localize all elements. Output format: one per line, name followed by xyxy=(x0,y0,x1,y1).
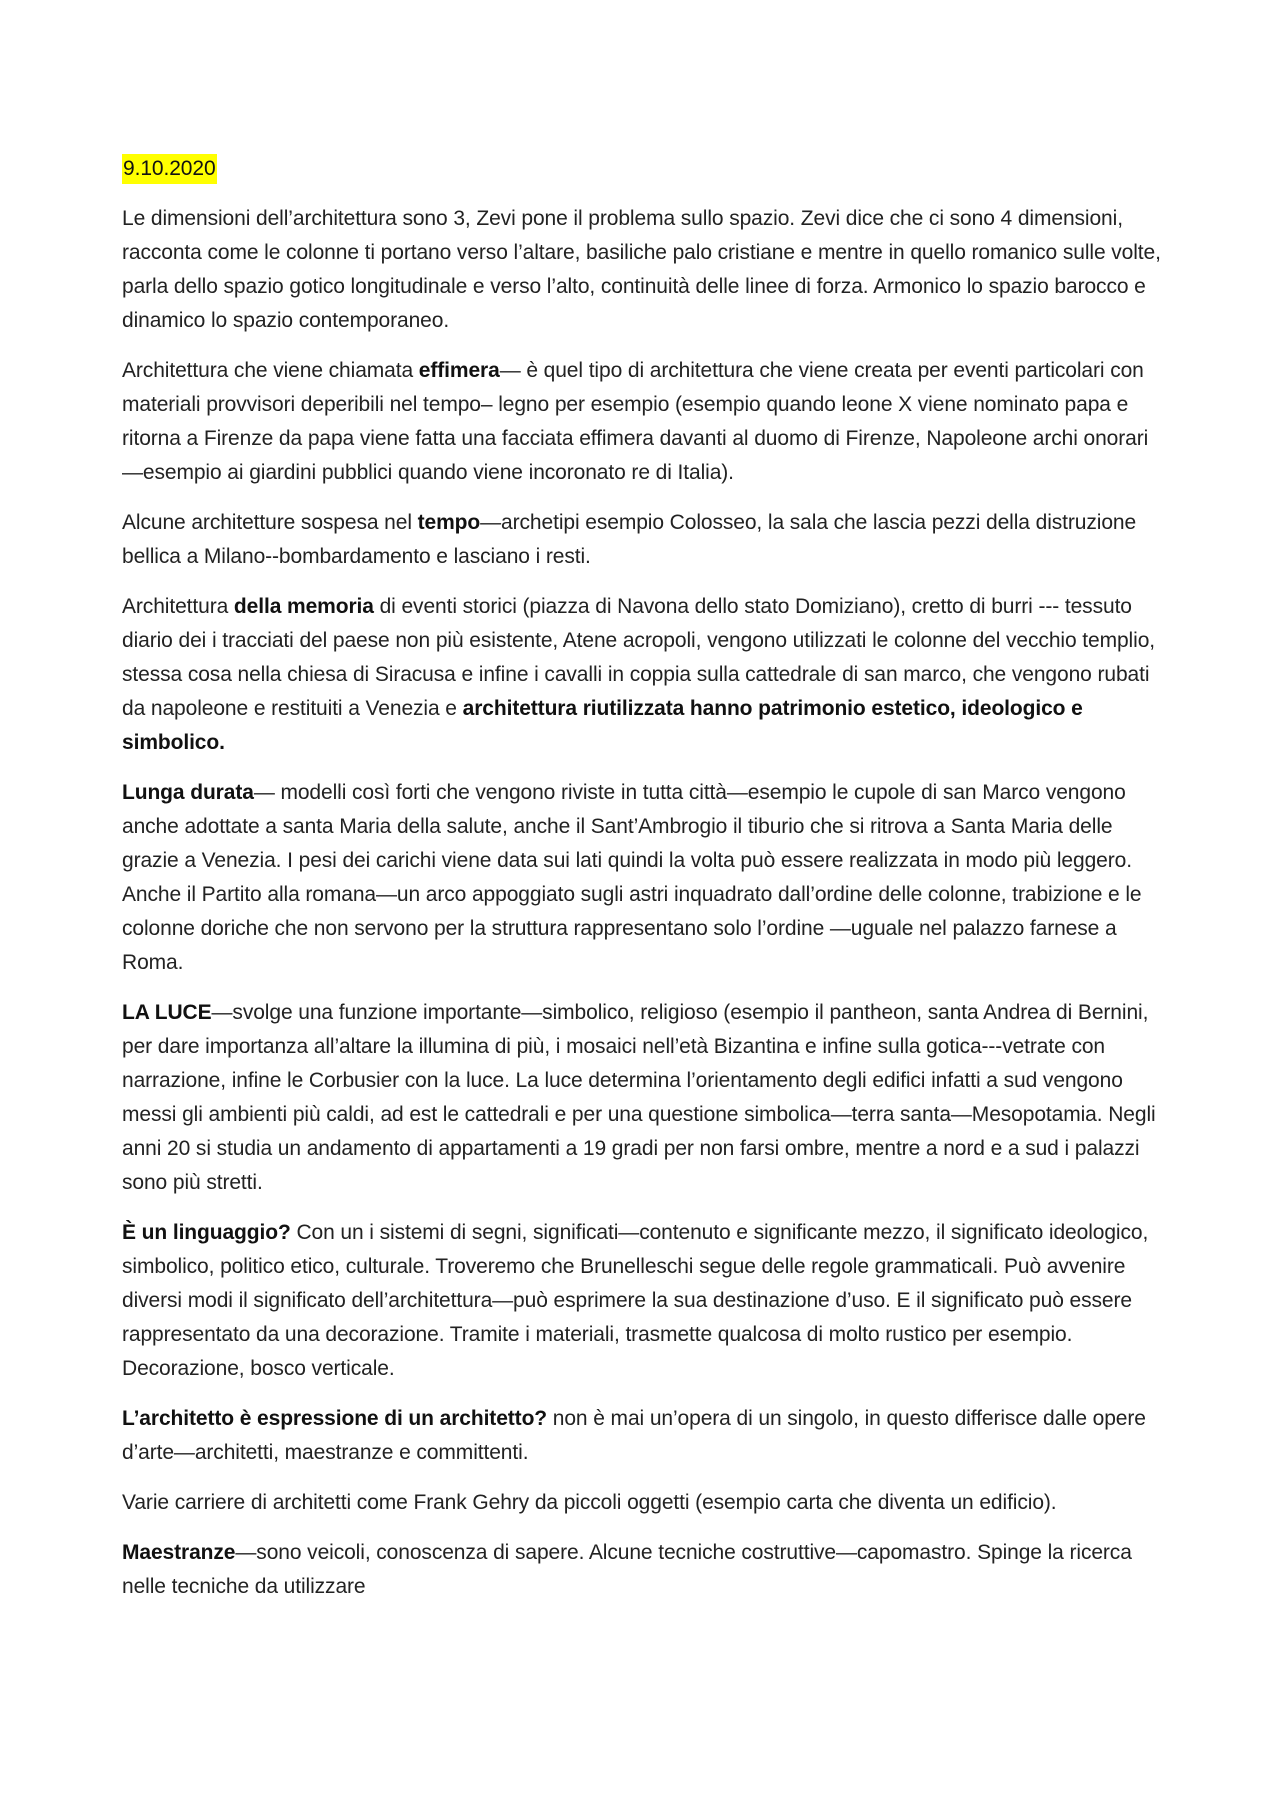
paragraph-text: Con un i sistemi di segni, significati—contenuto e significante mezzo, il significato ideologico, simbolico, politico etico, culturale. Troveremo che Brunelleschi segue delle regole grammaticali. Può avvenire diversi modi il significato dell’architettura—può esprimere la sua destinazione d’uso. E il significato può essere rappresentato da una decorazione. Tramite i materiali, trasmette qualcosa di molto rustico per esempio. Decorazione, bosco verticale. xyxy=(122,1221,1149,1380)
paragraph-text: —archetipi esempio Colosseo, la sala che lascia pezzi della distruzione bellica a Milano--bombardamento e lasciano i resti. xyxy=(122,511,1137,568)
bold-term: LA LUCE xyxy=(122,1001,212,1024)
paragraph xyxy=(122,1216,1167,1386)
bold-term: L’architetto è espressione di un architetto? xyxy=(122,1407,548,1430)
paragraph-text: Le dimensioni dell’architettura sono 3, Zevi pone il problema sullo spazio. Zevi dice che ci sono 4 dimensioni, racconta come le colonne ti portano verso l’altare, basiliche palo cristiane e mentre in quello romanico sulle volte, parla dello spazio gotico longitudinale e verso l’alto, continuità delle linee di forza. Armonico lo spazio barocco e dinamico lo spazio contemporaneo. xyxy=(122,207,1161,332)
paragraph xyxy=(122,776,1167,980)
date-highlight: 9.10.2020 xyxy=(122,154,217,184)
paragraph xyxy=(122,354,1167,490)
paragraph-text: Architettura che viene chiamata xyxy=(122,359,419,382)
paragraph-text: Varie carriere di architetti come Frank Gehry da piccoli oggetti (esempio carta che diventa un edificio). xyxy=(122,1491,1057,1514)
paragraph-text: — è quel tipo di architettura che viene creata per eventi particolari con materiali provvisori deperibili nel tempo– legno per esempio (esempio quando leone X viene nominato papa e ritorna a Firenze da papa viene fatta una facciata effimera davanti al duomo di Firenze, Napoleone archi onorari—esempio ai giardini pubblici quando viene incoronato re di Italia). xyxy=(122,359,1149,484)
bold-term: architettura riutilizzata hanno patrimonio estetico, ideologico e simbolico. xyxy=(122,697,1083,754)
paragraph xyxy=(122,506,1167,574)
paragraph-text: di eventi storici (piazza di Navona dello stato Domiziano), cretto di burri --- tessuto diario dei i tracciati del paese non più esistente, Atene acropoli, vengono utilizzati le colonne del vecchio templio, stessa cosa nella chiesa di Siracusa e infine i cavalli in coppia sulla cattedrale di san marco, che vengono rubati da napoleone e restituiti a Venezia e xyxy=(122,595,1156,720)
paragraph-text: Alcune architetture sospesa nel xyxy=(122,511,418,534)
paragraph xyxy=(122,202,1167,338)
bold-term: effimera xyxy=(418,359,500,382)
paragraph-text: —sono veicoli, conoscenza di sapere. Alcune tecniche costruttive—capomastro. Spinge la ricerca nelle tecniche da utilizzare xyxy=(122,1541,1132,1598)
paragraph-text: Architettura xyxy=(122,595,234,618)
bold-term: Lunga durata xyxy=(122,781,254,804)
bold-term: È un linguaggio? xyxy=(122,1221,291,1244)
paragraph xyxy=(122,590,1167,760)
paragraph xyxy=(122,1536,1167,1604)
date-line xyxy=(122,152,1167,186)
document-body xyxy=(122,152,1167,1620)
paragraph xyxy=(122,1402,1167,1470)
bold-term: della memoria xyxy=(233,595,374,618)
paragraph-list xyxy=(122,202,1167,1604)
paragraph-text: —svolge una funzione importante—simbolico, religioso (esempio il pantheon, santa Andrea di Bernini, per dare importanza all’altare la illumina di più, i mosaici nell’età Bizantina e infine sulla gotica---vetrate con narrazione, infine le Corbusier con la luce. La luce determina l’orientamento degli edifici infatti a sud vengono messi gli ambienti più caldi, ad est le cattedrali e per una questione simbolica—terra santa—Mesopotamia. Negli anni 20 si studia un andamento di appartamenti a 19 gradi per non farsi ombre, mentre a nord e a sud i palazzi sono più stretti. xyxy=(122,1001,1156,1194)
paragraph xyxy=(122,996,1167,1200)
paragraph-text: — modelli così forti che vengono riviste in tutta città—esempio le cupole di san Marco vengono anche adottate a santa Maria della salute, anche il Sant’Ambrogio il tiburio che si ritrova a Santa Maria delle grazie a Venezia. I pesi dei carichi viene data sui lati quindi la volta può essere realizzata in modo più leggero. Anche il Partito alla romana—un arco appoggiato sugli astri inquadrato dall’ordine delle colonne, trabizione e le colonne doriche che non servono per la struttura rappresentano solo l’ordine —uguale nel palazzo farnese a Roma. xyxy=(122,781,1142,974)
bold-term: Maestranze xyxy=(122,1541,236,1564)
paragraph xyxy=(122,1486,1167,1520)
bold-term: tempo xyxy=(417,511,481,534)
paragraph-text: non è mai un’opera di un singolo, in questo differisce dalle opere d’arte—architetti, maestranze e committenti. xyxy=(122,1407,1146,1464)
